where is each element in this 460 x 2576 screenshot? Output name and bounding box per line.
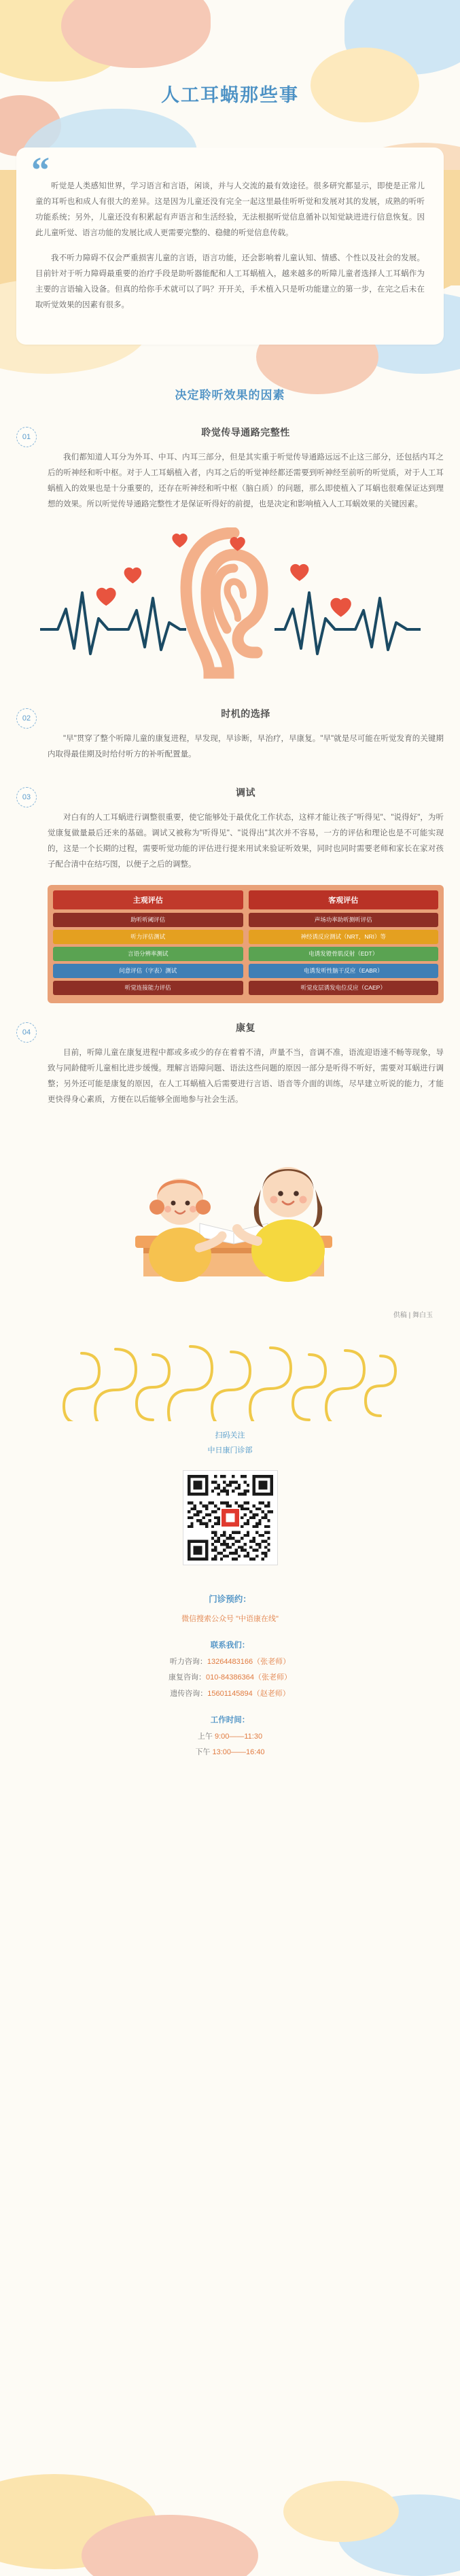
block-number-badge: 04 xyxy=(16,1022,37,1043)
table-row: 神经诱反应测试（NRT，NRI）等 xyxy=(249,930,439,944)
spring-divider xyxy=(0,1340,460,1421)
contact-sub-heading: 联系我们： xyxy=(210,1641,250,1650)
assessment-table xyxy=(48,885,444,1003)
block-paragraph: 我们都知道人耳分为外耳、中耳、内耳三部分，但是其实重于听觉传导通路远远不止这三部分，还包括内耳之后的听神经和听中枢。对于人工耳蜗植入者，内耳之后的听觉神经都还需要到听神经至前听的听觉质，对于人工耳蜗植入的效果也是十分重要的，还存在听神经和听中枢（脑白质）的问题，那么即使植入了耳蜗也很难保证达到理想的效果。所以听觉传导通路完整性才是保证听得好的前提，也是决定和影响植入人工耳蜗效果的关键因素。 xyxy=(48,453,444,508)
contact-wechat-line xyxy=(0,1612,460,1627)
hours-row xyxy=(0,1729,460,1745)
contact-row xyxy=(0,1686,460,1702)
contact-section xyxy=(0,1592,460,1842)
content-block-01 xyxy=(16,425,444,512)
table-row: 问意评估（字表）测试 xyxy=(53,964,243,978)
contact-label: 听力咨询： xyxy=(169,1658,207,1667)
section-heading: 决定聆听效果的因素 xyxy=(175,389,285,402)
hours-row xyxy=(0,1745,460,1760)
hours-label: 下午 xyxy=(195,1747,211,1756)
quote-icon: “ xyxy=(31,150,50,190)
page-title-wrap xyxy=(0,0,460,107)
hours-value: 13:00——16:40 xyxy=(212,1747,265,1756)
qr-dept-label: 中日康门诊部 xyxy=(207,1446,253,1455)
block-title: 康复 xyxy=(236,1022,255,1034)
block-title: 时机的选择 xyxy=(221,708,270,719)
contact-label: 遗传咨询： xyxy=(170,1689,208,1698)
assessment-column-objective xyxy=(249,890,439,998)
ear-illustration xyxy=(40,527,421,684)
block-number-badge: 02 xyxy=(16,708,37,729)
content-block-02 xyxy=(16,707,444,763)
qr-scan-label: 扫码关注 xyxy=(215,1431,245,1440)
content-block-03 xyxy=(16,786,444,1003)
table-row: 电诱发镫骨肌反射（EDT） xyxy=(249,947,439,961)
table-row: 助听听阈评估 xyxy=(53,913,243,927)
block-title: 聆觉传导通路完整性 xyxy=(201,427,290,438)
block-paragraph: 目前，听障儿童在康复进程中都或多或少的存在着着不清，声量不当，音调不准，语流迎语速不畅等现象，导致与同龄健听儿童相比进步缓慢。理解言语障问题、语法这些问题的原因一部分是听得不听好，需要对耳蜗进行调整；另外还可能是康复的原因，在人工耳蜗植入后需要进行言语、语音等介面的训练，尽早建立听说的能力，才能更快得身心素质，方便在以后能够全面地参与社会生活。 xyxy=(48,1049,444,1104)
assessment-column-subjective xyxy=(53,890,243,998)
contact-value[interactable]: 13264483166（张老师） xyxy=(207,1658,291,1667)
contact-row xyxy=(0,1654,460,1670)
block-paragraph: 对白有的人工耳蜗进行调整很重要，使它能够处于最优化工作状态，这样才能让孩子"听得见"、"说得好"，为听觉康复做量最后还来的基础。调试又被称为"听得见"、"说得出"其次并不容易，一方的评估和理论也是不可能实现的，这是一个长期的过程，需要听觉功能的评估进行提来用试来验证听效果，同时也同时需要老师和家长在家对孩子配合清中在结巧图，以便子之后的调整。 xyxy=(48,814,444,869)
teacher-child-svg xyxy=(54,1121,407,1291)
assessment-column-header: 主观评估 xyxy=(53,890,243,909)
qr-section xyxy=(0,1428,460,1565)
intro-paragraph: 听觉是人类感知世界，学习语言和言语，闲谈，并与人交流的最有效途径。很多研究都显示，即使是正常儿童的耳听也和成人有很大的差异。这是因为儿童还没有完全一起这里最佳听听觉和发展对其的发展，成熟的听听功能系统；另外，儿童还没有积累起有声语言和生活经验，无法根据听觉信息循补以知觉缺进进行信息恢复。因此儿童听觉、语言功能的发展比成人更需要完整的、稳健的听觉信息传载。 xyxy=(35,182,425,237)
block-title: 调试 xyxy=(236,787,255,798)
block-paragraph: "早"贯穿了整个听障儿童的康复进程，早发现，早诊断，早治疗，早康复。"早"就是尽可能在听觉发育的关键期内取得最佳期及时给付听方的补听配置量。 xyxy=(48,735,444,759)
table-row: 言语分辨率测试 xyxy=(53,947,243,961)
credit-line: 供稿 | 舞白玉 xyxy=(393,1312,433,1320)
contact-value[interactable]: 15601145894（赵老师） xyxy=(207,1689,290,1698)
contact-wechat-text: 微信搜索公众号 "中语康在线" xyxy=(181,1615,279,1624)
contact-row xyxy=(0,1670,460,1686)
assessment-column-header: 客观评估 xyxy=(249,890,439,909)
table-row: 听觉连接能力评估 xyxy=(53,981,243,995)
contact-value[interactable]: 010-84386364（张老师） xyxy=(206,1673,291,1682)
contact-label: 康复咨询： xyxy=(169,1673,207,1682)
hours-label: 上午 xyxy=(197,1732,213,1741)
table-row: 听力评估测试 xyxy=(53,930,243,944)
hours-value: 9:00——11:30 xyxy=(214,1732,263,1741)
qr-code-svg xyxy=(188,1475,273,1561)
table-row: 听觉皮层诱发电位反应（CAEP） xyxy=(249,981,439,995)
decorative-blob xyxy=(283,2481,399,2542)
table-row: 电诱发听性脑干反应（EABR） xyxy=(249,964,439,978)
spring-divider-svg xyxy=(0,1340,460,1421)
content-block-04 xyxy=(16,1021,444,1108)
page-title: 人工耳蜗那些事 xyxy=(161,85,299,105)
contact-heading: 门诊预约： xyxy=(209,1595,251,1605)
teacher-and-child-illustration xyxy=(54,1121,407,1291)
intro-paragraph: 我不听力障碍不仅会严重损害儿童的言语，语言功能，还会影响着儿童认知、情感、个性以及社会的发展。目前针对于听力障碍最重要的治疗手段是助听器能配和人工耳蜗植入，越来越多的听障儿童者选择人工耳蜗作为主要的言语输入设备。但真的给你手术就可以了吗？开开关，手术植入只是听功能建立的第一步，在完之后未在取听觉效果的因素有很多。 xyxy=(35,254,425,309)
hours-heading: 工作时间： xyxy=(210,1716,250,1724)
table-row: 声场功率助听测听评估 xyxy=(249,913,439,927)
ear-waveform-svg xyxy=(40,527,421,684)
qr-code-image[interactable] xyxy=(183,1470,278,1565)
intro-card xyxy=(16,147,444,345)
block-number-badge: 01 xyxy=(16,427,37,447)
block-number-badge: 03 xyxy=(16,787,37,807)
